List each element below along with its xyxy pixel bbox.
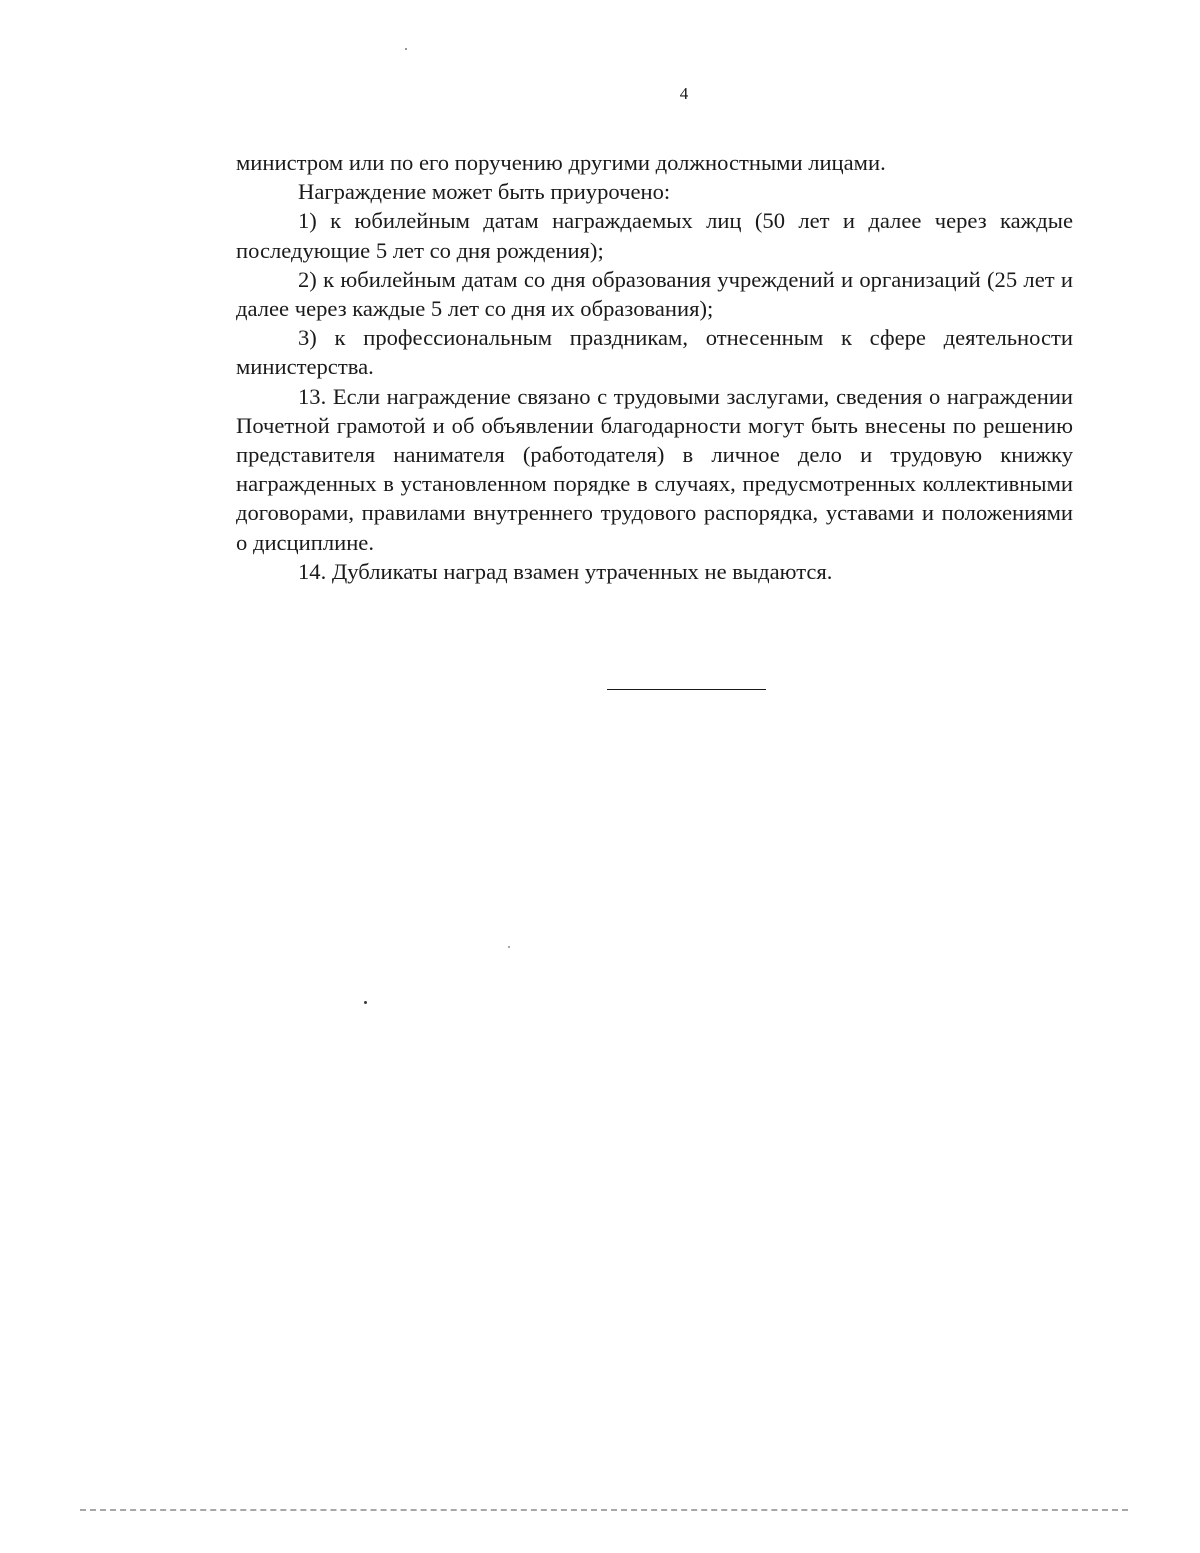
scan-speck bbox=[405, 48, 407, 50]
paragraph-award-timing-intro: Награждение может быть приурочено: bbox=[298, 179, 671, 205]
end-of-document-rule bbox=[607, 689, 766, 690]
paragraph-continuation: министром или по его поручению другими должностными лицами. bbox=[236, 150, 886, 175]
paragraph-13-employment-records: 13. Если награждение связано с трудовыми заслугами, сведения о награждении Почетной грамотой и об объявлении благодарности могут быть внесены по решению представителя нанимателя (работодателя) в личное дело и трудовую книжку награжденных в установленном порядке в случаях, предусмотренных коллективными договорами, правилами внутреннего трудового распорядка, уставами и положениями о дисциплине. bbox=[236, 383, 1073, 555]
paragraph-item-3-holidays: 3) к профессиональным праздникам, отнесенным к сфере деятельности министерства. bbox=[236, 325, 1073, 380]
page-number: 4 bbox=[679, 84, 689, 103]
document-body bbox=[236, 148, 1073, 586]
paragraph-item-2-organizations: 2) к юбилейным датам со дня образования учреждений и организаций (25 лет и далее через каждые 5 лет со дня их образования); bbox=[236, 266, 1073, 322]
scan-speck bbox=[364, 1001, 367, 1004]
scan-bottom-edge-line bbox=[80, 1509, 1128, 1511]
scan-speck bbox=[508, 946, 510, 948]
paragraph-item-1-birthdays: 1) к юбилейным датам награждаемых лиц (50 лет и далее через каждые последующие 5 лет со дня рождения); bbox=[236, 208, 1073, 263]
paragraph-14-duplicates: 14. Дубликаты наград взамен утраченных не выдаются. bbox=[298, 558, 833, 584]
